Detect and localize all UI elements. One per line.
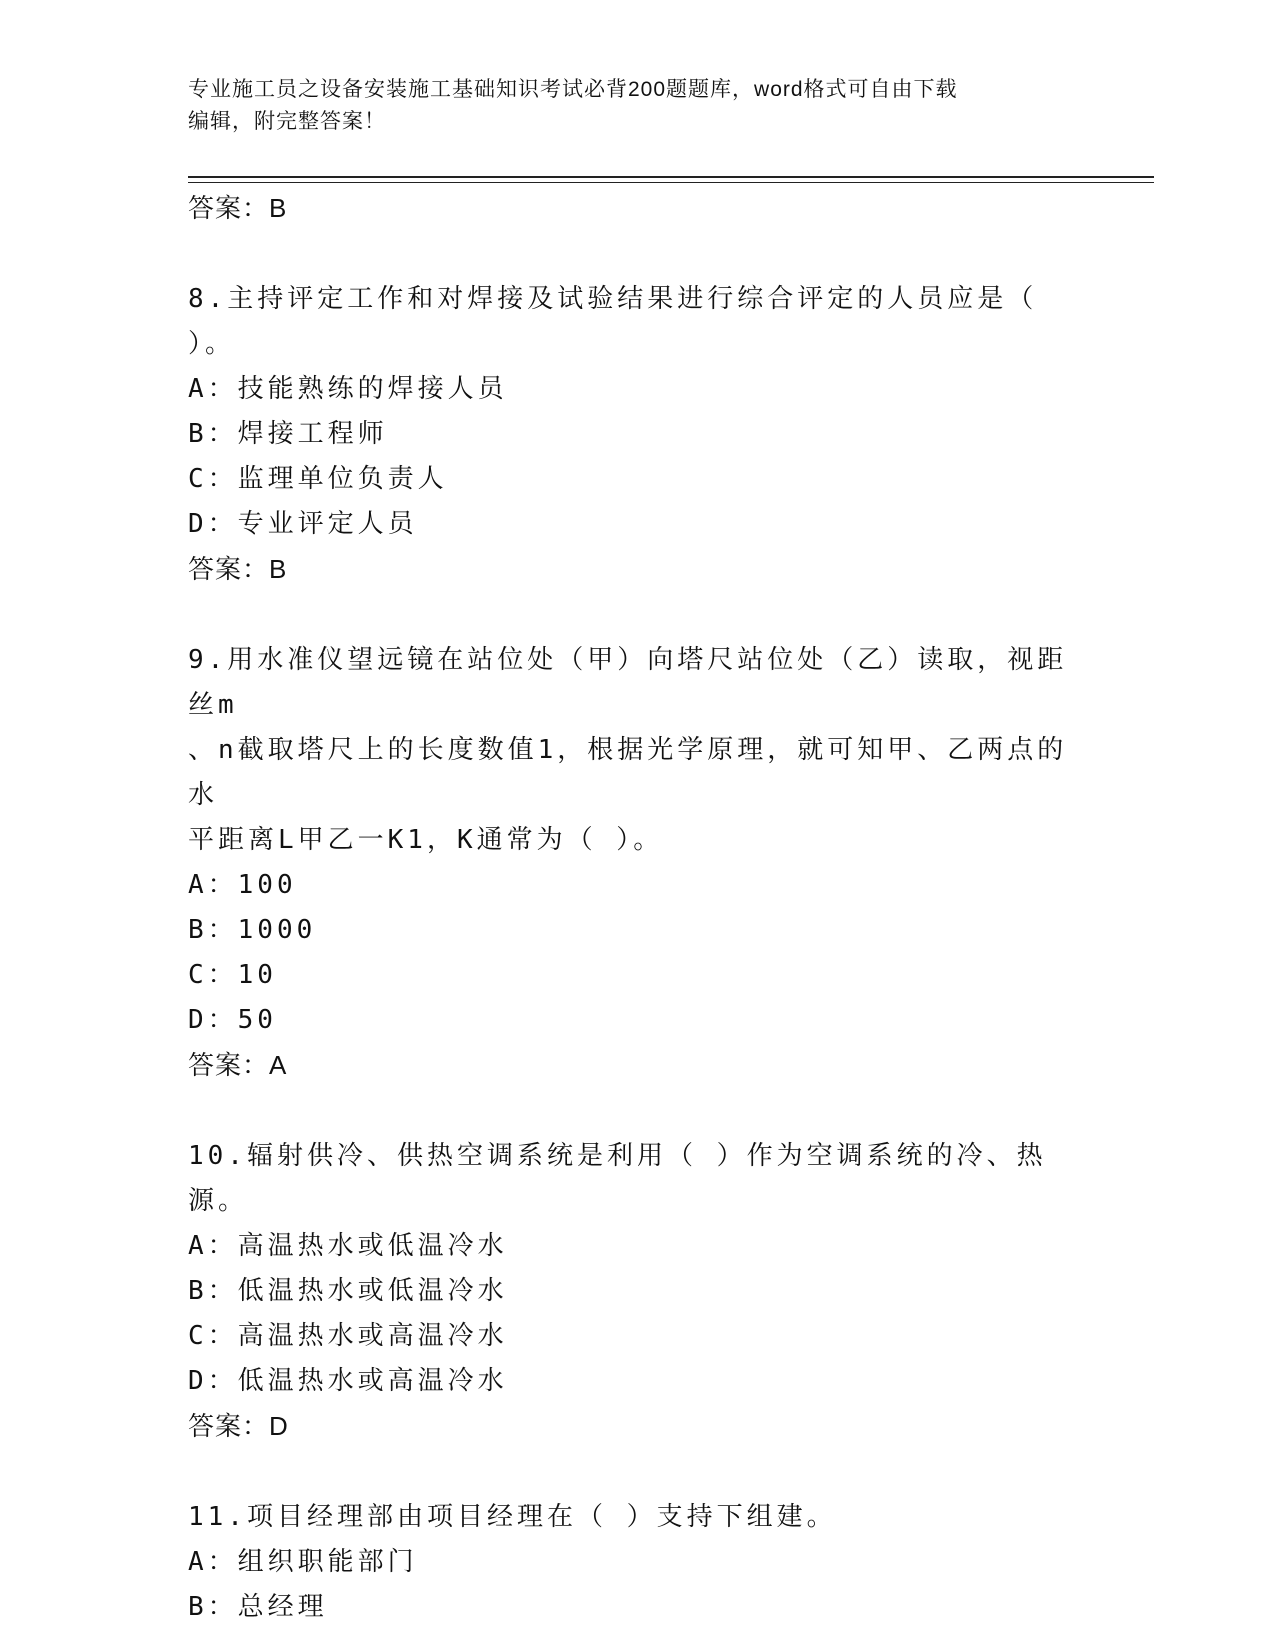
option-c: C：监理单位负责人	[188, 464, 448, 494]
answer-line: 答案：A	[188, 1050, 288, 1080]
question-stem-line: 、n截取塔尺上的长度数值1，根据光学原理，就可知甲、乙两点的水	[188, 735, 1068, 810]
option-b: B：低温热水或低温冷水	[188, 1276, 508, 1306]
option-b: B：1000	[188, 915, 317, 945]
option-d: D：50	[188, 1005, 277, 1035]
question-9	[188, 638, 1088, 1088]
header-line-1: 专业施工员之设备安装施工基础知识考试必背200题题库，word格式可自由下载	[188, 78, 958, 101]
question-stem-line: 9.用水准仪望远镜在站位处（甲）向塔尺站位处（乙）读取，视距丝m	[188, 645, 1068, 720]
option-d: D：低温热水或高温冷水	[188, 1366, 508, 1396]
header-rule-thin	[188, 182, 1154, 183]
question-list	[188, 186, 1088, 1630]
question-8	[188, 277, 1088, 592]
option-b: B：总经理	[188, 1592, 328, 1622]
option-c: C：高温热水或高温冷水	[188, 1321, 508, 1351]
header-rule-thick	[188, 176, 1154, 178]
question-stem: 8.主持评定工作和对焊接及试验结果进行综合评定的人员应是（ ）。	[188, 284, 1038, 359]
answer-line: 答案：B	[188, 193, 288, 223]
answer-line: 答案：D	[188, 1411, 289, 1441]
option-a: A：组织职能部门	[188, 1547, 418, 1577]
question-stem: 10.辐射供冷、供热空调系统是利用（ ）作为空调系统的冷、热源。	[188, 1141, 1047, 1216]
answer-line: 答案：B	[188, 554, 288, 584]
option-d: D：专业评定人员	[188, 509, 418, 539]
option-a: A：技能熟练的焊接人员	[188, 374, 508, 404]
question-stem: 11.项目经理部由项目经理在（ ）支持下组建。	[188, 1502, 837, 1532]
option-a: A：高温热水或低温冷水	[188, 1231, 508, 1261]
question-10	[188, 1134, 1088, 1449]
option-a: A：100	[188, 870, 297, 900]
document-header	[188, 74, 1068, 138]
question-stem-line: 平距离L甲乙一K1，K通常为（ ）。	[188, 825, 664, 855]
header-line-2: 编辑，附完整答案！	[188, 110, 386, 133]
option-c: C：10	[188, 960, 277, 990]
question-11	[188, 1495, 1088, 1630]
option-b: B：焊接工程师	[188, 419, 388, 449]
